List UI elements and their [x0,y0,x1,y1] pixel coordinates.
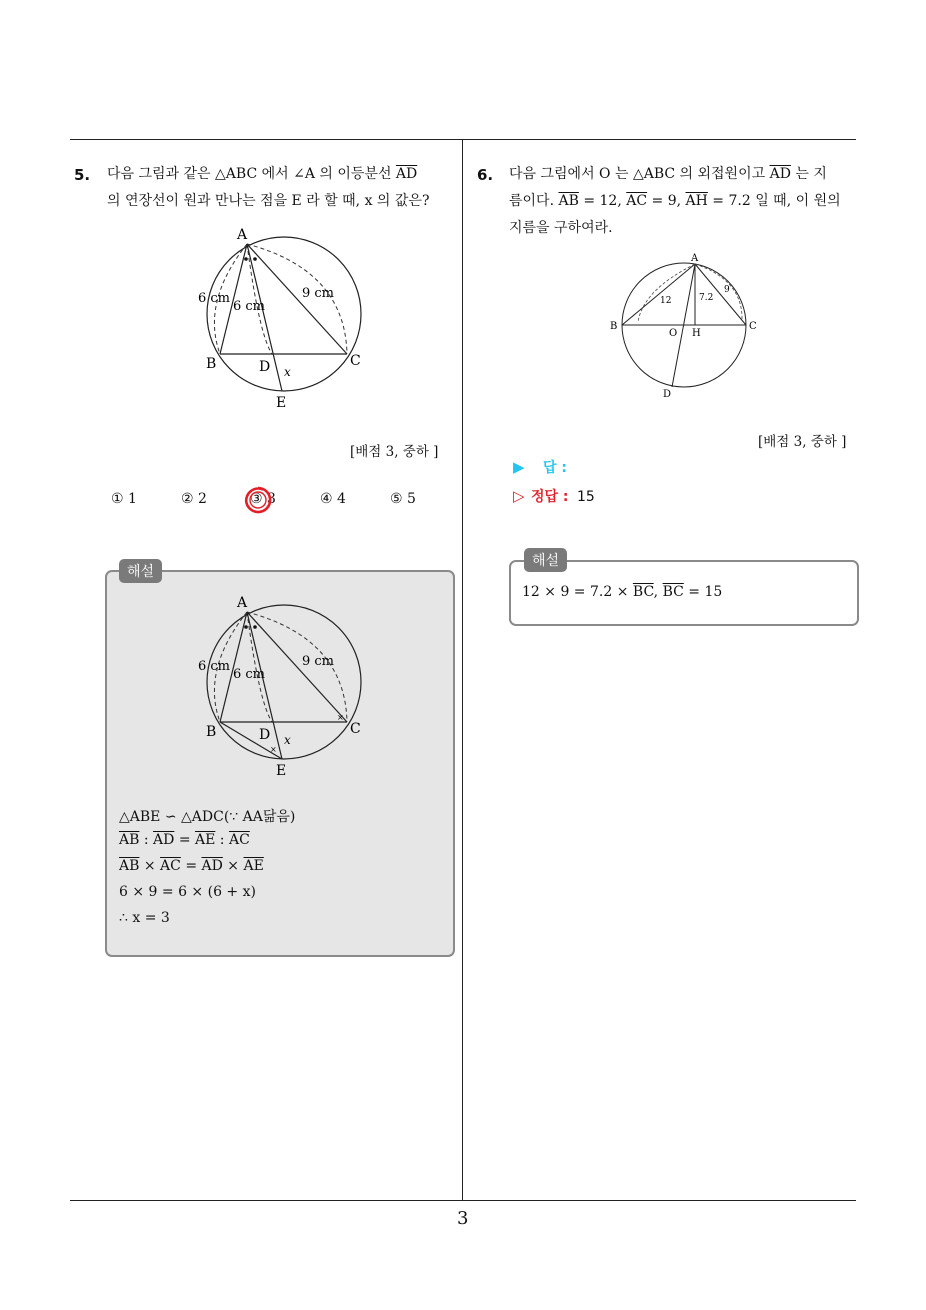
q6-label-B: B [610,321,618,332]
page-number: 3 [457,1208,469,1229]
svg-text:×: × [270,745,277,754]
q5-sol-label-A: A [237,595,248,611]
answer-arrow-icon: ▶ [513,458,525,476]
q5-answer-mark-icon [243,485,273,515]
column-divider [462,139,463,1201]
q5-label-x: x [284,365,291,379]
q5-line2: 의 연장선이 원과 만나는 점을 E 라 할 때, x 의 값은? [107,193,430,209]
q5-score: [배점 3, 중하 ] [350,444,439,460]
q5-choice-2[interactable]: ② 2 [181,491,207,507]
q6-label-ab: 12 [660,296,672,306]
q5-solution-line1: △ABE ∽ △ADC(∵ AA닮음) [119,809,296,825]
q5-label-side-ab: 6 cm [198,291,231,306]
q5-solution-figure [195,590,375,782]
bottom-rule [70,1200,856,1201]
q6-label-A: A [691,253,699,264]
q5-solution-tag: 해설 [119,559,162,583]
q6-label-H: H [692,328,701,339]
q5-figure [195,222,375,414]
q5-solution-line3: $\overline{AB} \times \overline{AC} = \overline{AD} \times \overline{AE}$ [119,858,264,874]
q5-sol-label-side-ab: 6 cm [198,659,231,674]
q5-solution-line4: 6 × 9 = 6 × (6 + x) [119,884,256,900]
q5-line1-segment: $\overline{AD}$ [395,166,418,182]
q5-sol-label-x: x [284,733,291,747]
q5-sol-label-D: D [259,727,271,743]
q6-solution-line: $12 \times 9 = 7.2 \times \overline{BC}$, $\overline{BC} = 15$ [522,584,723,600]
top-rule [70,139,856,140]
q6-correct-row [513,486,595,506]
q6-figure [603,250,763,402]
q6-answer-row [513,457,567,477]
q5-choice-3[interactable]: ③ 3 [250,491,276,507]
q5-label-E: E [276,395,287,411]
q5-sol-label-side-ac: 9 cm [302,654,335,669]
q5-choice-1[interactable]: ① 1 [111,491,137,507]
q6-label-ah: 7.2 [699,293,714,303]
q5-choice-4[interactable]: ④ 4 [320,491,346,507]
q6-label-C: C [749,321,757,332]
q5-text [107,161,459,215]
q6-text: 다음 그림에서 O 는 △ABC 의 외접원이고 $\overline{AD}$ 는 지 름이다. $\overline{AB} = 12$, $\overline{AC} = 9$, $\overline{AH} = 7.2$ 일 때, 이 원의 지름을 구하여라. [509,166,841,236]
q6-correct-label: 정답 : [531,489,569,505]
q6-correct-value: 15 [576,489,595,505]
correct-arrow-icon: ▷ [513,487,525,505]
q5-label-side-ac: 9 cm [302,286,335,301]
q5-line1: 다음 그림과 같은 △ABC 에서 ∠A 의 이등분선 [107,166,396,182]
q5-solution-line2: $\overline{AB}$ : $\overline{AD} = \overline{AE}$ : $\overline{AC}$ [119,832,250,848]
q5-sol-label-B: B [206,724,217,740]
q5-label-B: B [206,356,217,372]
q5-label-side-ad: 6 cm [233,299,266,314]
q5-sol-label-side-ad: 6 cm [233,667,266,682]
q5-solution-line5: ∴ x = 3 [119,910,170,926]
q5-choice-5[interactable]: ⑤ 5 [390,491,416,507]
q6-answer-label: 답 : [543,460,567,476]
q5-sol-label-E: E [276,763,287,779]
q6-number: 6. [477,166,494,184]
q6-label-ac: 9 [724,285,730,295]
q5-label-D: D [259,359,271,375]
q6-label-D: D [663,389,672,400]
q6-label-O: O [669,328,678,339]
q5-label-C: C [350,353,361,369]
q5-label-A: A [237,227,248,243]
q5-sol-label-C: C [350,721,361,737]
q5-number: 5. [74,166,91,184]
svg-text:×: × [337,713,344,722]
q6-score: [배점 3, 중하 ] [758,434,847,450]
q6-solution-tag: 해설 [524,548,567,572]
